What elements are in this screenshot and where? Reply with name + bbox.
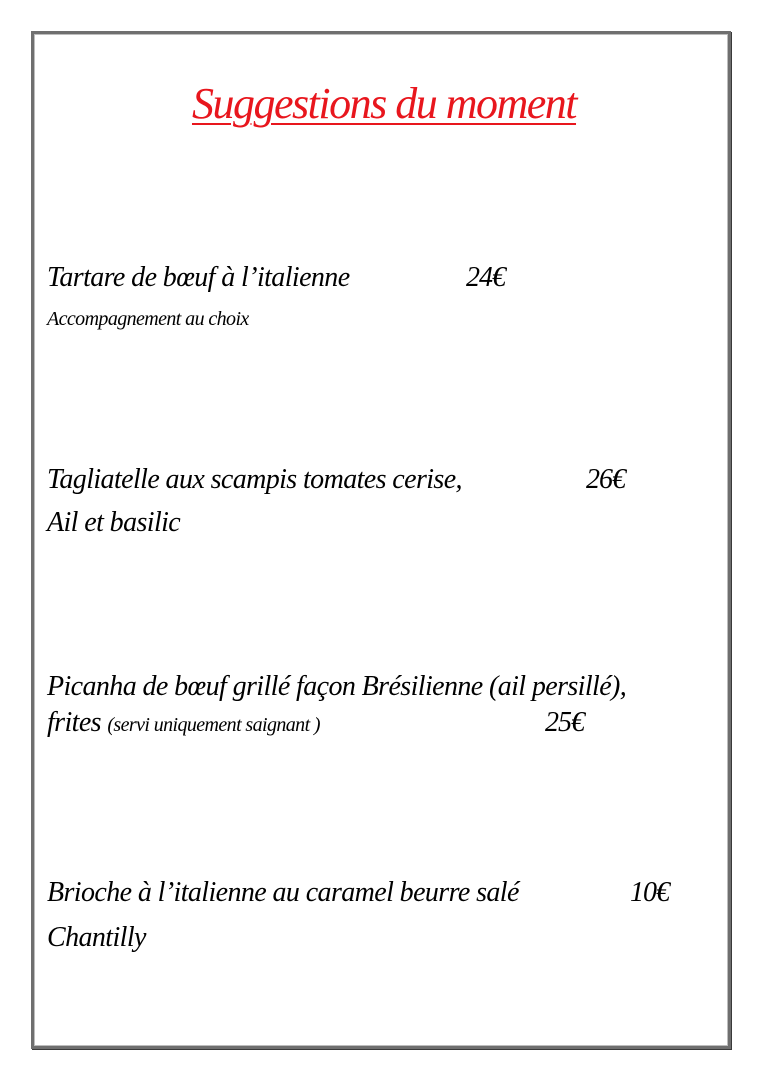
menu-item-name: Tagliatelle aux scampis tomates cerise,: [47, 464, 462, 495]
menu-item-description: Chantilly: [47, 922, 146, 953]
menu-item-description: Accompagnement au choix: [47, 308, 249, 330]
menu-item-price: 24€: [466, 262, 505, 293]
menu-item-price: 26€: [586, 464, 625, 495]
menu-item-side: frites: [47, 707, 101, 738]
menu-item-name: Tartare de bœuf à l’italienne: [47, 262, 350, 293]
menu-item-description: [47, 707, 320, 739]
menu-item-name: Picanha de bœuf grillé façon Brésilienne (ail persillé),: [47, 671, 627, 702]
menu-item-price: 25€: [545, 707, 584, 738]
menu-item-price: 10€: [630, 877, 669, 908]
menu-item-note: (servi uniquement saignant ): [107, 714, 320, 736]
menu-item-description: Ail et basilic: [47, 507, 181, 538]
page-title: Suggestions du moment: [191, 79, 577, 128]
menu-item-name: Brioche à l’italienne au caramel beurre salé: [47, 877, 519, 908]
